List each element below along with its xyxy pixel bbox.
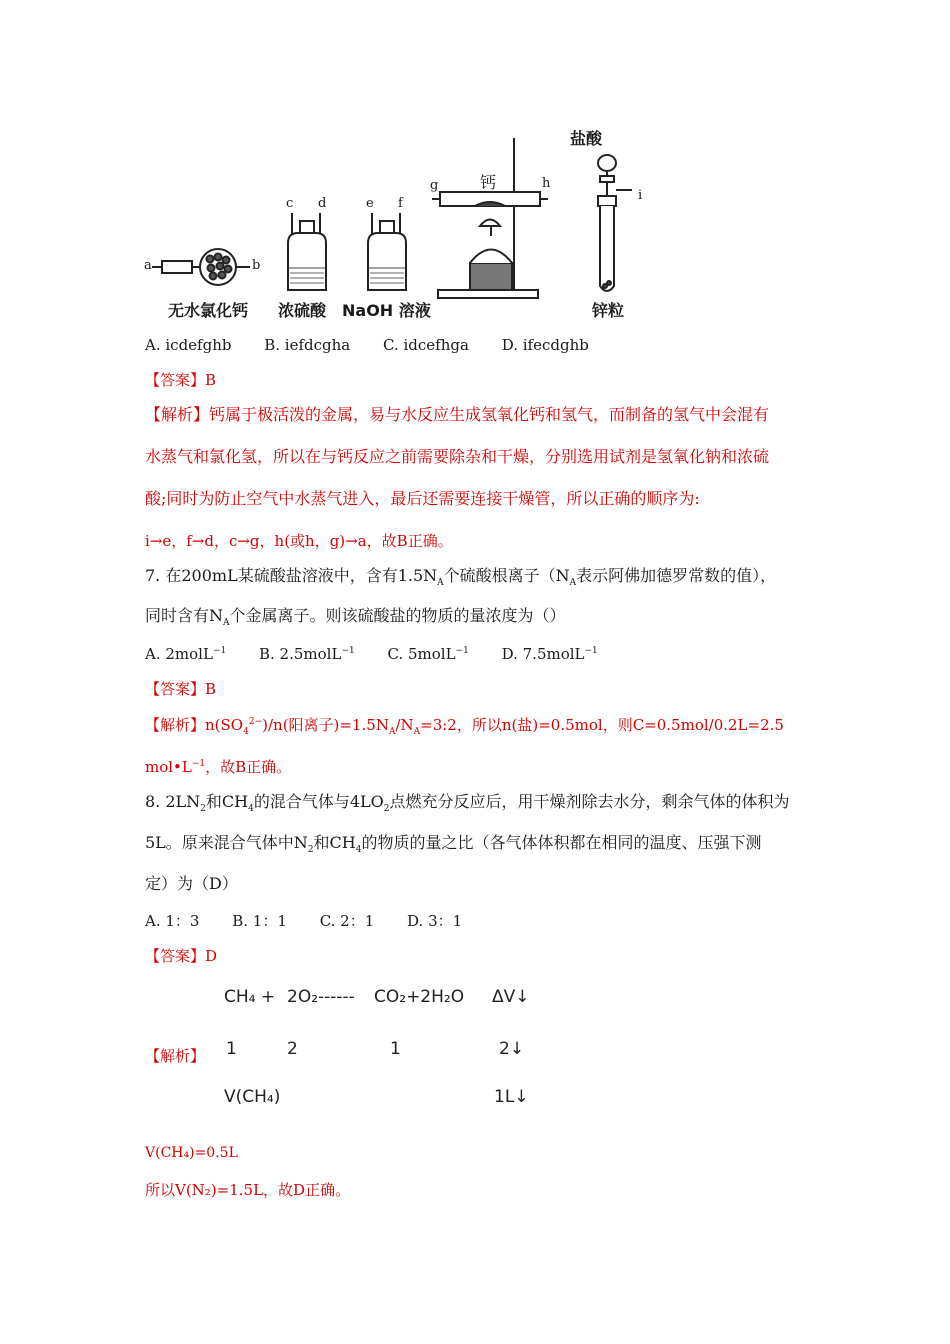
- port-b: b: [252, 258, 261, 273]
- subscript: A: [223, 618, 230, 629]
- answer-value: B: [205, 371, 217, 389]
- text: /N: [395, 716, 414, 734]
- eq-ch4: CH₄ +: [224, 987, 276, 1007]
- hydrogen-generator-icon: [598, 155, 632, 291]
- port-d: d: [318, 196, 327, 211]
- q7-option-c: [388, 644, 469, 664]
- q8-option-b: B. 1：1: [232, 912, 287, 930]
- answer-value: D: [205, 947, 218, 965]
- port-c: c: [286, 196, 294, 211]
- q7-option-d: [502, 644, 598, 664]
- q7-stem-line-1: [145, 566, 777, 589]
- analysis-label: 【解析】: [145, 716, 206, 734]
- reaction-tube-stand-icon: [432, 138, 551, 298]
- q6-option-b: B. iefdcgha: [264, 336, 351, 354]
- q8-answer: [145, 946, 217, 966]
- subscript: 4: [243, 727, 249, 737]
- q8-analysis-label: [145, 1046, 205, 1066]
- q7-analysis-line-2: [145, 757, 291, 777]
- label-calcium: 钙: [480, 173, 497, 192]
- drying-tube-icon: [152, 249, 250, 285]
- q6-analysis-line-2: 水蒸气和氯化氢，所以在与钙反应之前需要除杂和干燥，分别选用试剂是氢氧化钠和浓硫: [145, 447, 770, 466]
- subscript: 4: [355, 845, 362, 856]
- q7-option-a: [145, 644, 226, 664]
- subscript: A: [388, 727, 396, 737]
- text: B. 2.5molL: [259, 645, 342, 663]
- text: 表示阿佛加德罗常数的值），: [576, 566, 777, 585]
- q8-result-1: V(CH₄)=0.5L: [145, 1145, 238, 1161]
- analysis-label: 【解析】: [145, 1047, 206, 1065]
- q6-analysis-line-4: i→e，f→d，c→g，h(或h，g)→a，故B正确。: [145, 532, 453, 550]
- text: 个硫酸根离子（N: [443, 566, 570, 585]
- q8-options: [145, 911, 490, 931]
- text: ，故B正确。: [205, 758, 292, 776]
- text: 的物质的量之比（各气体体积都在相同的温度、压强下测: [361, 833, 762, 852]
- q8-option-c: C. 2：1: [319, 912, 375, 930]
- subscript: 2: [307, 845, 314, 856]
- superscript: −1: [341, 646, 355, 656]
- q8-option-a: A. 1：3: [145, 912, 200, 930]
- eq-delta-v: ΔV↓: [492, 987, 530, 1007]
- q7-options: [145, 644, 626, 664]
- q7-analysis-line-1: [145, 715, 784, 735]
- superscript: 2−: [248, 717, 263, 727]
- q8-stem-line-1: [145, 792, 790, 815]
- apparatus-figure: [140, 118, 660, 323]
- subscript: 4: [248, 804, 254, 815]
- answer-label: 【答案】: [145, 947, 206, 965]
- superscript: −1: [212, 646, 227, 656]
- port-i: i: [638, 188, 643, 203]
- eq-coef-dv: 2↓: [499, 1039, 525, 1059]
- text: C. 5molL: [387, 645, 456, 663]
- text: 和CH: [313, 833, 356, 852]
- port-e: e: [366, 196, 374, 211]
- subscript: 2: [200, 804, 206, 815]
- port-a: a: [144, 258, 152, 273]
- q6-options: [145, 335, 617, 355]
- text: 7. 在200mL某硫酸盐溶液中，含有1.5N: [145, 566, 438, 585]
- subscript: 2: [383, 804, 390, 815]
- port-f: f: [398, 196, 403, 211]
- eq-v-ch4: V(CH₄): [224, 1087, 281, 1107]
- analysis-label: 【解析】: [145, 405, 210, 424]
- text: 同时含有N: [145, 606, 224, 625]
- text: A. 2molL: [145, 645, 213, 663]
- wash-bottle-2-icon: [368, 213, 406, 290]
- eq-coef-co2: 1: [390, 1039, 401, 1059]
- text: =3:2，所以n(盐)=0.5mol，则C=0.5mol/0.2L=2.5: [420, 716, 784, 734]
- q7-answer: [145, 679, 216, 699]
- wash-bottle-1-icon: [288, 213, 326, 290]
- superscript: −1: [191, 759, 206, 769]
- text: 5L。原来混合气体中N: [145, 833, 308, 852]
- superscript: −1: [584, 646, 598, 656]
- eq-coef-ch4: 1: [226, 1039, 237, 1059]
- text: n(SO: [205, 716, 244, 734]
- subscript: A: [413, 727, 421, 737]
- q8-option-d: D. 3：1: [407, 912, 463, 930]
- q8-stem-line-3: 定）为（D）: [145, 874, 238, 893]
- text: mol•L: [145, 758, 192, 776]
- text: 的混合气体与4LO: [253, 792, 384, 811]
- text: )/n(阳离子)=1.5N: [262, 716, 389, 734]
- answer-label: 【答案】: [145, 680, 206, 698]
- subscript: A: [569, 578, 577, 589]
- eq-1l: 1L↓: [494, 1087, 529, 1107]
- q7-option-b: [259, 644, 355, 664]
- text: 点燃充分反应后，用干燥剂除去水分，剩余气体的体积为: [389, 792, 790, 811]
- q6-answer: [145, 370, 216, 390]
- analysis-text: 钙属于极活泼的金属，易与水反应生成氢氧化钙和氢气，而制备的氢气中会混有: [209, 405, 770, 424]
- label-hcl: 盐酸: [570, 129, 603, 148]
- text: 和CH: [205, 792, 249, 811]
- eq-o2: 2O₂------: [287, 987, 355, 1007]
- port-g: g: [430, 178, 439, 193]
- text: 个金属离子。则该硫酸盐的物质的量浓度为（）: [229, 606, 566, 625]
- eq-coef-o2: 2: [287, 1039, 298, 1059]
- text: D. 7.5molL: [501, 645, 585, 663]
- q6-analysis-line-3: 酸;同时为防止空气中水蒸气进入，最后还需要连接干燥管，所以正确的顺序为:: [145, 489, 700, 508]
- label-calcium-chloride: 无水氯化钙: [168, 301, 249, 320]
- text: 8. 2LN: [145, 792, 201, 811]
- port-h: h: [542, 176, 551, 191]
- answer-label: 【答案】: [145, 371, 206, 389]
- answer-value: B: [205, 680, 217, 698]
- eq-products: CO₂+2H₂O: [374, 987, 465, 1007]
- q6-option-d: D. ifecdghb: [501, 336, 589, 354]
- label-conc-sulfuric: 浓硫酸: [278, 301, 327, 320]
- q6-option-a: A. icdefghb: [145, 336, 232, 354]
- label-zinc: 锌粒: [592, 301, 625, 320]
- q7-stem-line-2: [145, 606, 566, 629]
- q8-stem-line-2: [145, 833, 762, 856]
- subscript: A: [437, 578, 444, 589]
- q6-analysis-line-1: [145, 405, 769, 425]
- q6-option-c: C. idcefhga: [383, 336, 469, 354]
- superscript: −1: [455, 646, 469, 656]
- label-naoh: NaOH 溶液: [342, 301, 431, 320]
- q8-result-2: 所以V(N₂)=1.5L，故D正确。: [145, 1181, 351, 1199]
